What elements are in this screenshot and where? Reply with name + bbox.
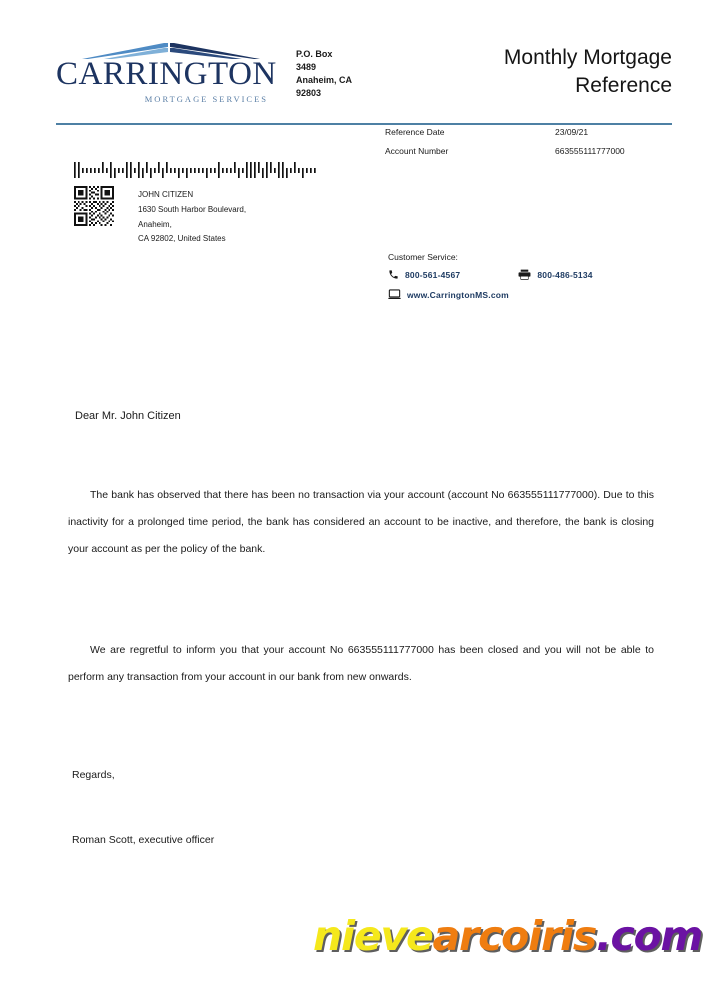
recipient-city: Anaheim, <box>138 219 172 229</box>
recipient-region: CA 92802, United States <box>138 234 226 244</box>
salutation: Dear Mr. John Citizen <box>75 410 181 422</box>
customer-service-heading: Customer Service: <box>388 252 458 262</box>
company-address-line-1: P.O. Box <box>296 49 333 59</box>
body-paragraph-2 <box>68 637 654 691</box>
company-logo <box>56 38 286 104</box>
phone-icon <box>388 269 399 280</box>
signer-name: Roman Scott, executive officer <box>72 834 215 846</box>
recipient-block <box>74 160 374 247</box>
fax-icon <box>518 269 531 280</box>
reference-date-label: Reference Date <box>385 127 445 137</box>
account-number-label: Account Number <box>385 145 449 156</box>
site-watermark <box>313 912 702 960</box>
fax-contact[interactable] <box>518 269 592 280</box>
logo-wordmark: CARRINGTON <box>56 56 277 92</box>
recipient-row <box>74 186 374 247</box>
watermark-part-3: .com <box>596 912 703 960</box>
meta-row <box>385 128 675 137</box>
recipient-street: 1630 South Harbor Boulevard, <box>138 204 247 214</box>
phone-number: 800-561-4567 <box>405 269 461 280</box>
company-address-line-2: 3489 <box>296 62 317 73</box>
header-divider <box>56 123 672 125</box>
monitor-icon <box>388 289 401 300</box>
website-url: www.CarringtonMS.com <box>407 289 509 300</box>
reference-date-value: 23/09/21 <box>555 127 589 137</box>
meta-row <box>385 147 675 156</box>
reference-meta <box>385 128 675 165</box>
company-address-line-3: Anaheim, CA <box>296 75 353 86</box>
logo-tagline: MORTGAGE SERVICES <box>144 94 268 104</box>
company-address <box>296 38 391 100</box>
page-title-line-1: Monthly Mortgage <box>503 46 672 69</box>
phone-contact[interactable] <box>388 269 460 280</box>
qr-code <box>74 186 114 226</box>
body-paragraph-1 <box>68 482 654 562</box>
watermark-part-2: arcoiris <box>432 912 597 960</box>
customer-service-row <box>388 269 678 280</box>
body-paragraph-1-text: The bank has observed that there has been no transaction via your account (account No 663555111777000). Due to this inactivity for a prolonged time period, the bank has considered an account to be inactive, and therefore, the bank is closing your account as per the policy of the bank. <box>68 489 654 555</box>
recipient-name: JOHN CITIZEN <box>138 190 194 199</box>
account-number-value: 663555111777000 <box>555 145 625 156</box>
page-title-line-2: Reference <box>575 74 672 98</box>
body-paragraph-2-text: We are regretful to inform you that your account No 663555111777000 has been closed and you will not be able to perform any transaction from your account in our bank from new onwards. <box>68 644 654 683</box>
house-roof-icon <box>64 42 269 60</box>
company-address-line-4: 92803 <box>296 88 322 99</box>
closing-line: Regards, <box>72 769 115 781</box>
fax-number: 800-486-5134 <box>537 269 593 280</box>
intelligent-mail-barcode <box>74 160 318 180</box>
customer-service-block <box>388 252 678 309</box>
recipient-address <box>138 186 246 247</box>
website-contact[interactable] <box>388 289 509 300</box>
letter-header <box>56 38 672 104</box>
page-title <box>391 38 672 101</box>
watermark-part-1: nieve <box>313 912 433 960</box>
customer-service-row <box>388 289 678 300</box>
